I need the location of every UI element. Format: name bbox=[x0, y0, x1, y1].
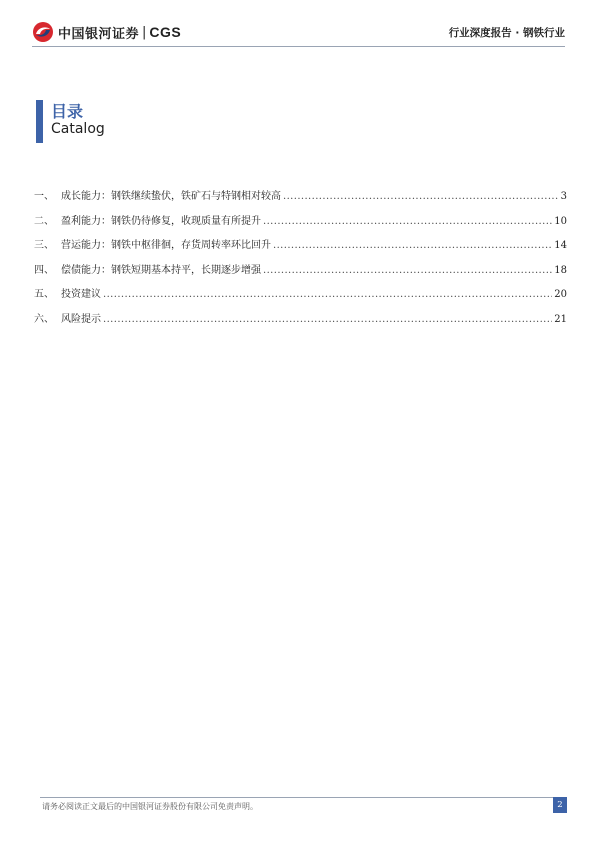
toc-entry-number: 三、 bbox=[34, 240, 54, 251]
header-divider bbox=[32, 46, 565, 47]
toc-entry-number: 四、 bbox=[34, 264, 54, 276]
toc-entry-page: 18 bbox=[554, 264, 567, 276]
logo-english-name: CGS bbox=[149, 24, 182, 40]
toc-entry-page: 10 bbox=[554, 215, 567, 227]
toc-entry-title: 风险提示 bbox=[61, 313, 101, 325]
table-of-contents bbox=[34, 187, 567, 334]
toc-entry-page: 20 bbox=[554, 289, 567, 300]
cgs-logo-icon bbox=[32, 21, 54, 43]
toc-dot-leader bbox=[273, 240, 552, 251]
toc-entry[interactable] bbox=[34, 310, 567, 335]
toc-entry-title: 成长能力：钢铁继续蛰伏，铁矿石与特钢相对较高 bbox=[61, 191, 281, 202]
toc-entry[interactable] bbox=[34, 212, 567, 237]
footer-divider bbox=[40, 797, 565, 798]
catalog-title-en: Catalog bbox=[51, 121, 105, 137]
toc-entry-number: 二、 bbox=[34, 215, 54, 227]
footer-disclaimer: 请务必阅读正文最后的中国银河证券股份有限公司免责声明。 bbox=[42, 802, 258, 811]
toc-entry[interactable] bbox=[34, 261, 567, 286]
toc-dot-leader bbox=[103, 314, 552, 325]
logo-chinese-name: 中国银河证券 bbox=[58, 26, 140, 42]
logo-separator: | bbox=[142, 24, 147, 40]
toc-entry-number: 五、 bbox=[34, 289, 54, 300]
toc-entry-number: 六、 bbox=[34, 313, 54, 325]
toc-entry-title: 投资建议 bbox=[61, 289, 101, 300]
toc-entry-title: 营运能力：钢铁中枢徘徊，存货周转率环比回升 bbox=[61, 240, 271, 251]
toc-entry-title: 盈利能力：钢铁仍待修复，收现质量有所提升 bbox=[61, 215, 261, 227]
page-number-badge: 2 bbox=[553, 797, 567, 813]
toc-dot-leader bbox=[263, 265, 552, 276]
toc-dot-leader bbox=[283, 191, 559, 202]
toc-entry-title: 偿债能力：钢铁短期基本持平，长期逐步增强 bbox=[61, 264, 261, 276]
toc-entry-page: 3 bbox=[560, 191, 567, 202]
toc-entry-number: 一、 bbox=[34, 191, 54, 202]
toc-dot-leader bbox=[103, 289, 552, 300]
company-logo bbox=[32, 20, 181, 44]
report-type-label: 行业深度报告 · 钢铁行业 bbox=[448, 27, 565, 39]
toc-entry[interactable] bbox=[34, 187, 567, 212]
toc-entry[interactable] bbox=[34, 285, 567, 310]
title-accent-bar bbox=[36, 100, 43, 143]
toc-entry-page: 21 bbox=[554, 313, 567, 325]
toc-entry-page: 14 bbox=[554, 240, 567, 251]
toc-entry[interactable] bbox=[34, 236, 567, 261]
page-header bbox=[0, 0, 595, 46]
catalog-title-cn: 目录 bbox=[51, 102, 84, 121]
toc-dot-leader bbox=[263, 216, 552, 227]
